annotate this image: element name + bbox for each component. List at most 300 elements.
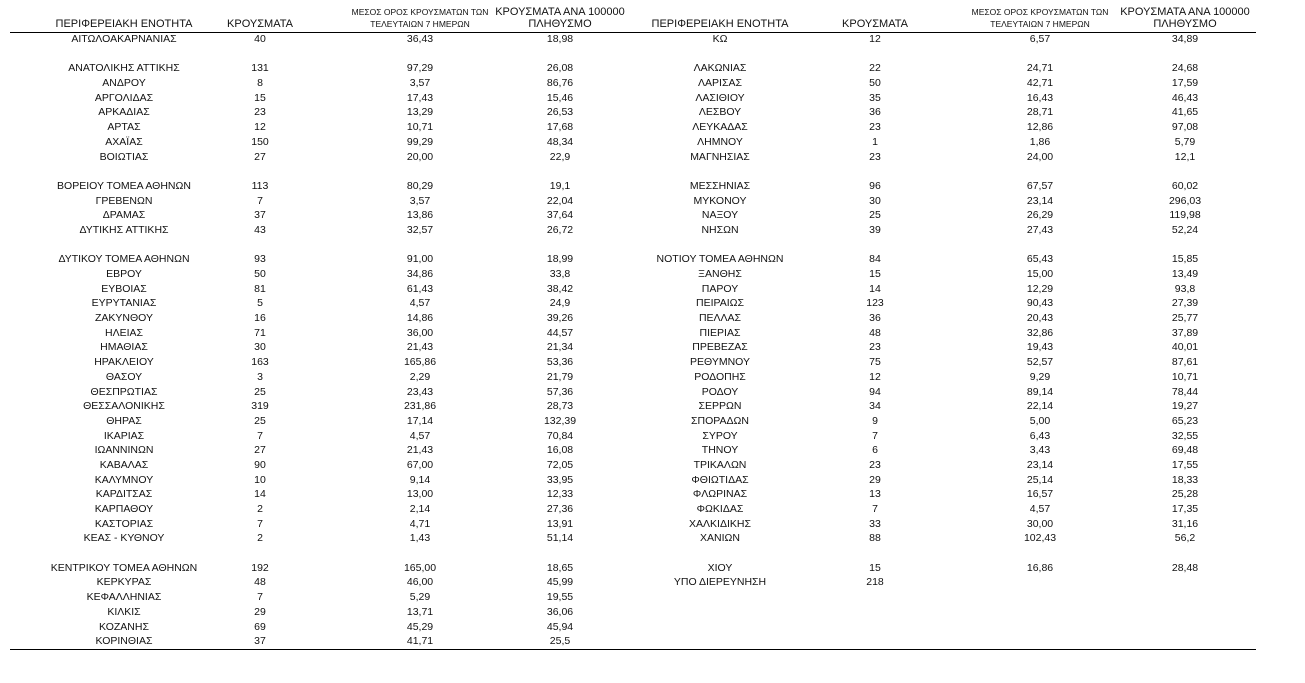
region-name-cell: ΕΒΡΟΥ xyxy=(106,268,142,280)
blank-separator-row xyxy=(10,546,650,561)
region-name-cell: ΤΗΝΟΥ xyxy=(701,444,739,457)
cases-cell: 29 xyxy=(254,605,266,618)
cases-cell: 69 xyxy=(254,620,266,633)
cases-cell: 96 xyxy=(869,179,881,192)
table-row xyxy=(650,399,1256,414)
table-row xyxy=(10,61,650,76)
cases-cell: 113 xyxy=(251,179,269,192)
per100k-cell: 45,94 xyxy=(546,620,574,633)
cases-cell: 27 xyxy=(254,150,266,163)
table-row xyxy=(650,458,1256,473)
cases-cell: 150 xyxy=(251,135,269,148)
per100k-cell: 39,26 xyxy=(546,312,574,325)
avg7-cell: 23,43 xyxy=(406,385,434,398)
table-row xyxy=(650,473,1256,488)
header-region: ΠΕΡΙΦΕΡΕΙΑΚΗ ΕΝΟΤΗΤΑ xyxy=(651,18,789,30)
table-row xyxy=(10,370,650,385)
per100k-cell: 41,65 xyxy=(1171,106,1199,119)
blank-separator-row xyxy=(650,47,1256,62)
per100k-cell: 25,77 xyxy=(1171,312,1199,325)
region-name-cell: ΚΑΒΑΛΑΣ xyxy=(99,458,149,471)
region-name-cell: ΜΑΓΝΗΣΙΑΣ xyxy=(690,150,750,163)
region-name-cell: ΡΕΘΥΜΝΟΥ xyxy=(689,356,750,369)
table-row xyxy=(10,91,650,106)
cases-cell: 7 xyxy=(872,429,878,442)
per100k-cell: 28,73 xyxy=(546,400,574,413)
cases-cell: 23 xyxy=(869,150,881,163)
region-name-cell: ΛΕΥΚΑΔΑΣ xyxy=(692,121,748,134)
region-name-cell: ΑΡΤΑΣ xyxy=(107,121,141,134)
per100k-cell: 65,23 xyxy=(1171,414,1199,427)
region-name-cell: ΚΩ xyxy=(712,33,728,45)
per100k-cell: 25,28 xyxy=(1171,488,1199,501)
region-name-cell: ΚΕΝΤΡΙΚΟΥ ΤΟΜΕΑ ΑΘΗΝΩΝ xyxy=(50,561,198,574)
blank-separator-row xyxy=(10,238,650,253)
avg7-cell: 17,14 xyxy=(406,414,434,427)
table-row xyxy=(650,76,1256,91)
table-row xyxy=(10,194,650,209)
avg7-cell: 23,14 xyxy=(1026,194,1054,207)
header-per100k-line2: ΠΛΗΘΥΣΜΟ xyxy=(528,18,592,30)
right-table-body xyxy=(650,32,1256,590)
cases-cell: 8 xyxy=(257,77,263,90)
table-row xyxy=(650,135,1256,150)
table-row xyxy=(650,179,1256,194)
per100k-cell: 28,48 xyxy=(1171,561,1199,574)
avg7-cell: 1,86 xyxy=(1029,135,1051,148)
region-name-cell: ΑΝΔΡΟΥ xyxy=(102,77,146,90)
avg7-cell: 16,43 xyxy=(1026,91,1054,104)
per100k-cell: 17,68 xyxy=(546,121,574,134)
table-row xyxy=(650,91,1256,106)
table-row xyxy=(650,531,1256,546)
cases-cell: 163 xyxy=(251,356,269,369)
region-name-cell: ΔΥΤΙΚΗΣ ΑΤΤΙΚΗΣ xyxy=(79,223,169,236)
avg7-cell: 2,14 xyxy=(409,503,431,515)
table-row xyxy=(10,443,650,458)
table-row xyxy=(10,634,650,649)
cases-cell: 30 xyxy=(869,194,881,207)
per100k-cell: 132,39 xyxy=(543,414,577,427)
cases-cell: 25 xyxy=(254,385,266,398)
table-row xyxy=(650,282,1256,297)
region-name-cell: ΚΕΦΑΛΛΗΝΙΑΣ xyxy=(86,591,162,604)
avg7-cell: 34,86 xyxy=(406,268,434,280)
cases-cell: 16 xyxy=(254,312,266,325)
per100k-cell: 53,36 xyxy=(546,356,574,369)
table-row xyxy=(10,399,650,414)
region-name-cell: ΝΗΣΩΝ xyxy=(701,223,739,236)
cases-cell: 25 xyxy=(869,209,881,222)
region-name-cell: ΚΟΡΙΝΘΙΑΣ xyxy=(95,635,153,648)
cases-cell: 23 xyxy=(869,121,881,134)
blank-separator-row xyxy=(10,47,650,62)
avg7-cell: 65,43 xyxy=(1026,253,1054,266)
cases-cell: 88 xyxy=(869,532,881,545)
cases-cell: 27 xyxy=(254,444,266,457)
region-name-cell: ΧΑΝΙΩΝ xyxy=(700,532,740,545)
table-row xyxy=(10,223,650,238)
per100k-cell: 57,36 xyxy=(546,385,574,398)
avg7-cell: 21,43 xyxy=(406,444,434,457)
region-name-cell: ΕΥΡΥΤΑΝΙΑΣ xyxy=(91,297,157,310)
per100k-cell: 26,53 xyxy=(546,106,574,119)
avg7-cell: 15,00 xyxy=(1026,268,1054,280)
table-row xyxy=(10,326,650,341)
cases-cell: 2 xyxy=(257,503,263,515)
left-table-body xyxy=(10,32,650,649)
per100k-cell: 24,68 xyxy=(1171,62,1199,75)
region-name-cell: ΚΟΖΑΝΗΣ xyxy=(99,620,149,633)
region-name-cell: ΚΕΡΚΥΡΑΣ xyxy=(96,576,152,589)
per100k-cell: 37,64 xyxy=(546,209,574,222)
avg7-cell: 17,43 xyxy=(406,91,434,104)
header-cases: ΚΡΟΥΣΜΑΤΑ xyxy=(842,18,908,30)
region-name-cell: ΚΕΑΣ - ΚΥΘΝΟΥ xyxy=(83,532,165,545)
avg7-cell: 23,14 xyxy=(1026,458,1054,471)
region-name-cell: ΘΕΣΣΑΛΟΝΙΚΗΣ xyxy=(83,400,165,413)
per100k-cell: 44,57 xyxy=(546,326,574,339)
header-per100k-line1: ΚΡΟΥΣΜΑΤΑ ΑΝΑ 100000 xyxy=(1120,6,1250,18)
per100k-cell: 19,27 xyxy=(1171,400,1199,413)
per100k-cell: 24,9 xyxy=(549,297,571,310)
table-row xyxy=(10,267,650,282)
table-row xyxy=(10,120,650,135)
table-row xyxy=(650,296,1256,311)
table-row xyxy=(650,223,1256,238)
region-name-cell: ΕΥΒΟΙΑΣ xyxy=(101,282,147,295)
per100k-cell: 97,08 xyxy=(1171,121,1199,134)
cases-cell: 319 xyxy=(251,400,269,413)
avg7-cell: 89,14 xyxy=(1026,385,1054,398)
cases-cell: 84 xyxy=(869,253,881,266)
header-avg7-line1: ΜΕΣΟΣ ΟΡΟΣ ΚΡΟΥΣΜΑΤΩΝ ΤΩΝ xyxy=(351,7,489,17)
cases-cell: 75 xyxy=(869,356,881,369)
avg7-cell: 231,86 xyxy=(403,400,437,413)
cases-cell: 131 xyxy=(251,62,269,75)
region-name-cell: ΡΟΔΟΠΗΣ xyxy=(694,370,746,383)
cases-cell: 192 xyxy=(251,561,269,574)
table-row xyxy=(650,370,1256,385)
table-row xyxy=(10,385,650,400)
avg7-cell: 165,00 xyxy=(403,561,437,574)
cases-cell: 7 xyxy=(872,503,878,515)
per100k-cell: 119,98 xyxy=(1169,209,1201,222)
cases-cell: 7 xyxy=(257,429,263,442)
table-row xyxy=(650,32,1256,47)
table-row xyxy=(10,487,650,502)
table-row xyxy=(10,620,650,635)
avg7-cell: 28,71 xyxy=(1026,106,1054,119)
avg7-cell: 36,00 xyxy=(406,326,434,339)
per100k-cell: 5,79 xyxy=(1174,135,1196,148)
table-row xyxy=(650,517,1256,532)
avg7-cell: 21,43 xyxy=(406,341,434,354)
region-name-cell: ΣΕΡΡΩΝ xyxy=(698,400,742,413)
per100k-cell: 12,33 xyxy=(546,488,574,501)
cases-cell: 71 xyxy=(254,326,266,339)
avg7-cell: 13,86 xyxy=(406,209,434,222)
per100k-cell: 19,55 xyxy=(546,591,574,604)
per100k-cell: 27,36 xyxy=(546,503,574,515)
cases-cell: 90 xyxy=(254,458,266,471)
avg7-cell: 3,57 xyxy=(409,77,431,90)
blank-separator-row xyxy=(10,164,650,179)
cases-cell: 12 xyxy=(254,121,266,134)
avg7-cell: 46,00 xyxy=(406,576,434,589)
region-name-cell: ΘΑΣΟΥ xyxy=(105,370,143,383)
per100k-cell: 13,49 xyxy=(1171,268,1199,280)
table-row xyxy=(650,326,1256,341)
region-name-cell: ΡΟΔΟΥ xyxy=(701,385,739,398)
cases-cell: 37 xyxy=(254,209,266,222)
avg7-cell: 41,71 xyxy=(406,635,434,648)
per100k-cell: 17,55 xyxy=(1171,458,1199,471)
per100k-cell: 18,65 xyxy=(546,561,574,574)
table-row xyxy=(650,575,1256,590)
blank-separator-row xyxy=(650,238,1256,253)
avg7-cell: 10,71 xyxy=(406,121,434,134)
cases-cell: 14 xyxy=(254,488,266,501)
per100k-cell: 33,8 xyxy=(549,268,571,280)
cases-cell: 14 xyxy=(869,282,881,295)
avg7-cell: 1,43 xyxy=(409,532,431,545)
per100k-cell: 12,1 xyxy=(1174,150,1196,163)
avg7-cell: 2,29 xyxy=(409,370,431,383)
region-name-cell: ΑΧΑΪΑΣ xyxy=(105,135,143,148)
region-name-cell: ΘΗΡΑΣ xyxy=(106,414,142,427)
avg7-cell: 45,29 xyxy=(406,620,434,633)
region-name-cell: ΤΡΙΚΑΛΩΝ xyxy=(693,458,747,471)
header-avg7-line2: ΤΕΛΕΥΤΑΙΩΝ 7 ΗΜΕΡΩΝ xyxy=(990,19,1090,29)
region-name-cell: ΛΕΣΒΟΥ xyxy=(698,106,742,119)
table-row xyxy=(10,458,650,473)
table-row xyxy=(10,296,650,311)
table-row xyxy=(10,502,650,517)
table-row xyxy=(10,605,650,620)
per100k-cell: 56,2 xyxy=(1174,532,1196,545)
table-row xyxy=(650,414,1256,429)
avg7-cell: 67,57 xyxy=(1026,179,1054,192)
region-name-cell: ΗΜΑΘΙΑΣ xyxy=(100,341,148,354)
cases-cell: 39 xyxy=(869,223,881,236)
per100k-cell: 26,08 xyxy=(546,62,574,75)
region-name-cell: ΦΩΚΙΔΑΣ xyxy=(696,503,744,515)
table-row xyxy=(650,252,1256,267)
avg7-cell: 97,29 xyxy=(406,62,434,75)
table-row xyxy=(650,150,1256,165)
avg7-cell: 5,29 xyxy=(409,591,431,604)
region-name-cell: ΓΡΕΒΕΝΩΝ xyxy=(95,194,153,207)
per100k-cell: 31,16 xyxy=(1171,517,1199,530)
avg7-cell: 19,43 xyxy=(1026,341,1054,354)
cases-cell: 40 xyxy=(254,33,266,45)
avg7-cell: 25,14 xyxy=(1026,473,1054,486)
blank-separator-row xyxy=(650,546,1256,561)
table-row xyxy=(10,135,650,150)
avg7-cell: 67,00 xyxy=(406,458,434,471)
avg7-cell: 13,29 xyxy=(406,106,434,119)
avg7-cell: 22,14 xyxy=(1026,400,1054,413)
cases-cell: 9 xyxy=(872,414,878,427)
per100k-cell: 72,05 xyxy=(546,458,574,471)
avg7-cell: 3,57 xyxy=(409,194,431,207)
cases-cell: 81 xyxy=(254,282,266,295)
avg7-cell: 20,00 xyxy=(406,150,434,163)
cases-cell: 15 xyxy=(869,268,881,280)
region-name-cell: ΠΙΕΡΙΑΣ xyxy=(699,326,741,339)
avg7-cell: 24,71 xyxy=(1026,62,1054,75)
per100k-cell: 46,43 xyxy=(1171,91,1199,104)
bottom-rule-left xyxy=(10,649,650,650)
cases-cell: 94 xyxy=(869,385,881,398)
region-name-cell: ΑΝΑΤΟΛΙΚΗΣ ΑΤΤΙΚΗΣ xyxy=(68,62,180,75)
cases-cell: 15 xyxy=(254,91,266,104)
per100k-cell: 93,8 xyxy=(1174,282,1196,295)
per100k-cell: 45,99 xyxy=(546,576,574,589)
avg7-cell: 9,29 xyxy=(1029,370,1051,383)
region-name-cell: ΑΡΓΟΛΙΔΑΣ xyxy=(94,91,154,104)
table-row xyxy=(10,150,650,165)
region-name-cell: ΞΑΝΘΗΣ xyxy=(698,268,742,280)
cases-cell: 123 xyxy=(866,297,884,310)
avg7-cell: 42,71 xyxy=(1026,77,1054,90)
per100k-cell: 52,24 xyxy=(1171,223,1199,236)
avg7-cell: 4,57 xyxy=(409,429,431,442)
cases-cell: 25 xyxy=(254,414,266,427)
table-row xyxy=(10,105,650,120)
table-row xyxy=(10,473,650,488)
cases-cell: 218 xyxy=(866,576,884,589)
header-region: ΠΕΡΙΦΕΡΕΙΑΚΗ ΕΝΟΤΗΤΑ xyxy=(55,18,193,30)
table-header xyxy=(650,0,1256,33)
table-row xyxy=(10,414,650,429)
per100k-cell: 37,89 xyxy=(1171,326,1199,339)
per100k-cell: 33,95 xyxy=(546,473,574,486)
avg7-cell: 32,86 xyxy=(1026,326,1054,339)
cases-cell: 50 xyxy=(869,77,881,90)
table-row xyxy=(10,590,650,605)
cases-cell: 23 xyxy=(869,458,881,471)
cases-cell: 50 xyxy=(254,268,266,280)
table-row xyxy=(650,311,1256,326)
region-name-cell: ΙΚΑΡΙΑΣ xyxy=(103,429,145,442)
header-per100k xyxy=(480,6,640,30)
region-name-cell: ΝΑΞΟΥ xyxy=(701,209,739,222)
bottom-rule-right xyxy=(650,649,1256,650)
region-name-cell: ΗΡΑΚΛΕΙΟΥ xyxy=(94,356,154,369)
per100k-cell: 34,89 xyxy=(1171,33,1199,45)
avg7-cell: 80,29 xyxy=(406,179,434,192)
avg7-cell: 13,71 xyxy=(406,605,434,618)
cases-cell: 36 xyxy=(869,312,881,325)
table-row xyxy=(650,443,1256,458)
table-row xyxy=(10,517,650,532)
table-row xyxy=(10,76,650,91)
table-row xyxy=(650,385,1256,400)
per100k-cell: 18,98 xyxy=(546,33,574,45)
cases-cell: 23 xyxy=(869,341,881,354)
avg7-cell: 12,29 xyxy=(1026,282,1054,295)
per100k-cell: 22,9 xyxy=(549,150,571,163)
per100k-cell: 19,1 xyxy=(549,179,571,192)
region-name-cell: ΦΛΩΡΙΝΑΣ xyxy=(692,488,748,501)
per100k-cell: 296,03 xyxy=(1168,194,1202,207)
per100k-cell: 18,99 xyxy=(546,253,574,266)
avg7-cell: 13,00 xyxy=(406,488,434,501)
avg7-cell: 91,00 xyxy=(406,253,434,266)
region-name-cell: ΘΕΣΠΡΩΤΙΑΣ xyxy=(90,385,158,398)
per100k-cell: 17,35 xyxy=(1171,503,1199,515)
per100k-cell: 60,02 xyxy=(1171,179,1199,192)
per100k-cell: 38,42 xyxy=(546,282,574,295)
region-name-cell: ΚΙΛΚΙΣ xyxy=(107,605,141,618)
header-per100k-line2: ΠΛΗΘΥΣΜΟ xyxy=(1153,18,1217,30)
cases-cell: 12 xyxy=(869,33,881,45)
table-row xyxy=(10,32,650,47)
avg7-cell: 3,43 xyxy=(1029,444,1051,457)
region-name-cell: ΗΛΕΙΑΣ xyxy=(104,326,143,339)
cases-cell: 29 xyxy=(869,473,881,486)
cases-cell: 35 xyxy=(869,91,881,104)
avg7-cell: 6,43 xyxy=(1029,429,1051,442)
region-name-cell: ΑΡΚΑΔΙΑΣ xyxy=(98,106,150,119)
avg7-cell: 24,00 xyxy=(1026,150,1054,163)
per100k-cell: 69,48 xyxy=(1171,444,1199,457)
avg7-cell: 6,57 xyxy=(1029,33,1051,45)
per100k-cell: 26,72 xyxy=(546,223,574,236)
region-name-cell: ΖΑΚΥΝΘΟΥ xyxy=(94,312,153,325)
table-row xyxy=(650,355,1256,370)
avg7-cell: 99,29 xyxy=(406,135,434,148)
per100k-cell: 16,08 xyxy=(546,444,574,457)
table-row xyxy=(10,561,650,576)
per100k-cell: 87,61 xyxy=(1171,356,1199,369)
cases-cell: 10 xyxy=(254,473,266,486)
per100k-cell: 10,71 xyxy=(1171,370,1199,383)
region-name-cell: ΧΙΟΥ xyxy=(707,561,733,574)
region-name-cell: ΔΥΤΙΚΟΥ ΤΟΜΕΑ ΑΘΗΝΩΝ xyxy=(58,253,190,266)
avg7-cell: 16,86 xyxy=(1026,561,1054,574)
cases-cell: 22 xyxy=(869,62,881,75)
table-row xyxy=(650,429,1256,444)
cases-cell: 93 xyxy=(254,253,266,266)
avg7-cell: 26,29 xyxy=(1026,209,1054,222)
header-per100k-line1: ΚΡΟΥΣΜΑΤΑ ΑΝΑ 100000 xyxy=(495,6,625,18)
per100k-cell: 51,14 xyxy=(546,532,574,545)
blank-separator-row xyxy=(650,164,1256,179)
per100k-cell: 15,46 xyxy=(546,91,574,104)
avg7-cell: 102,43 xyxy=(1023,532,1057,545)
table-row xyxy=(10,179,650,194)
cases-cell: 36 xyxy=(869,106,881,119)
cases-cell: 33 xyxy=(869,517,881,530)
region-name-cell: ΚΑΛΥΜΝΟΥ xyxy=(94,473,154,486)
avg7-cell: 16,57 xyxy=(1026,488,1054,501)
cases-cell: 7 xyxy=(257,591,263,604)
table-row xyxy=(650,208,1256,223)
cases-cell: 34 xyxy=(869,400,881,413)
cases-cell: 5 xyxy=(257,297,263,310)
avg7-cell: 5,00 xyxy=(1029,414,1051,427)
cases-cell: 12 xyxy=(869,370,881,383)
region-name-cell: ΛΑΣΙΘΙΟΥ xyxy=(695,91,745,104)
region-name-cell: ΥΠΟ ΔΙΕΡΕΥΝΗΣΗ xyxy=(673,576,767,589)
table-header xyxy=(10,0,650,33)
per100k-cell: 32,55 xyxy=(1171,429,1199,442)
table-row xyxy=(650,194,1256,209)
region-name-cell: ΛΗΜΝΟΥ xyxy=(697,135,743,148)
